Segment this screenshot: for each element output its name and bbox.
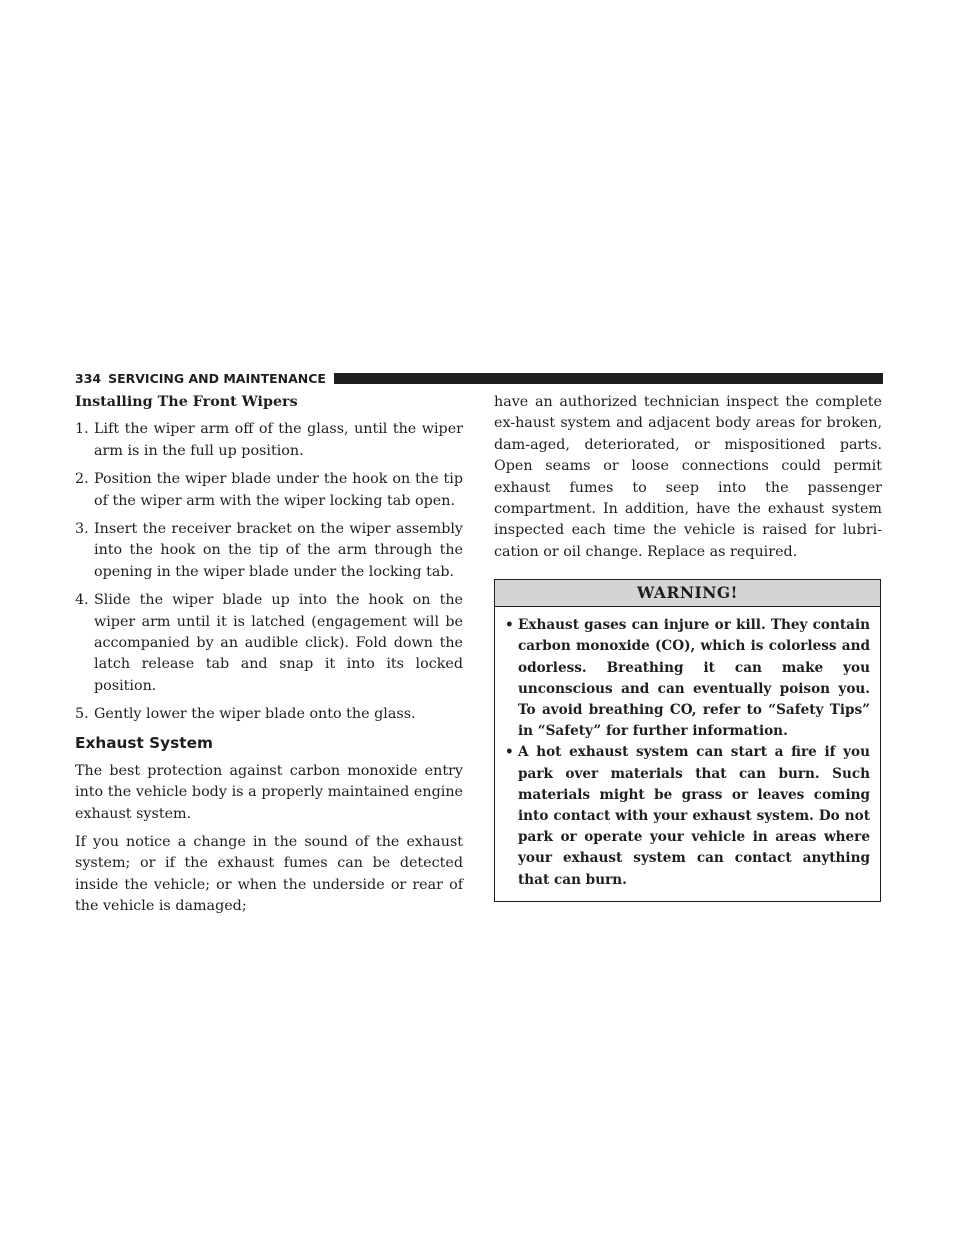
page-header — [75, 370, 883, 386]
list-item — [75, 419, 463, 462]
warning-text: A hot exhaust system can start a fire if you park over materials that can burn. Such materials might be grass or leaves coming into contact with your exhaust system. Do not park or operate your vehicle in areas where your exhaust system can contact anything that can burn. — [518, 744, 870, 888]
header-rule — [334, 373, 883, 384]
page-number: 334 — [75, 370, 102, 386]
warning-box — [494, 579, 881, 902]
warning-body — [495, 607, 880, 901]
section-heading-exhaust: Exhaust System — [75, 733, 213, 752]
list-item — [75, 469, 463, 512]
list-item — [75, 590, 463, 697]
step-text: Insert the receiver bracket on the wiper assembly into the hook on the tip of the arm through the opening in the wiper blade under the locking tab. — [94, 521, 463, 580]
step-text: Gently lower the wiper blade onto the glass. — [94, 706, 416, 723]
list-item — [75, 519, 463, 583]
wiper-steps-list — [75, 419, 463, 725]
warning-title: WARNING! — [495, 580, 880, 607]
paragraph-inspection: have an authorized technician inspect the complete ex-haust system and adjacent body areas for broken, dam-aged, deteriorated, or mispositioned parts. Open seams or loose connections could permit exhaust fumes to seep into the passenger compartment. In addition, have the exhaust system inspected each time the vehicle is raised for lubri-cation or oil change. Replace as required. — [494, 394, 882, 560]
step-number: 2. — [75, 471, 89, 488]
step-text: Position the wiper blade under the hook on the tip of the wiper arm with the wiper locking tab open. — [94, 471, 463, 509]
bullet-icon: • — [505, 617, 514, 634]
list-item — [505, 742, 870, 890]
step-number: 5. — [75, 706, 89, 723]
warning-list — [505, 615, 870, 891]
left-column — [75, 392, 463, 925]
paragraph-notice-change: If you notice a change in the sound of the exhaust system; or if the exhaust fumes can be detected inside the vehicle; or when the underside or rear of the vehicle is damaged; — [75, 833, 463, 915]
step-number: 4. — [75, 592, 89, 609]
paragraph-protection: The best protection against carbon monoxide entry into the vehicle body is a properly maintained engine exhaust system. — [75, 762, 463, 822]
step-text: Lift the wiper arm off of the glass, until the wiper arm is in the full up position. — [94, 421, 463, 459]
step-number: 1. — [75, 421, 89, 438]
bullet-icon: • — [505, 744, 514, 761]
section-title: SERVICING AND MAINTENANCE — [108, 370, 326, 386]
subheading-front-wipers: Installing The Front Wipers — [75, 394, 298, 410]
step-text: Slide the wiper blade up into the hook on the wiper arm until it is latched (engagement will be accompanied by an audible click). Fold down the latch release tab and snap it into its locked position. — [94, 592, 463, 694]
right-column — [494, 392, 882, 902]
warning-text: Exhaust gases can injure or kill. They contain carbon monoxide (CO), which is colorless and odorless. Breathing it can make you unconscious and can eventually poison you. To avoid breathing CO, refer to “Safety Tips” in “Safety” for further information. — [518, 617, 870, 740]
list-item — [505, 615, 870, 742]
list-item — [75, 704, 463, 725]
step-number: 3. — [75, 521, 89, 538]
